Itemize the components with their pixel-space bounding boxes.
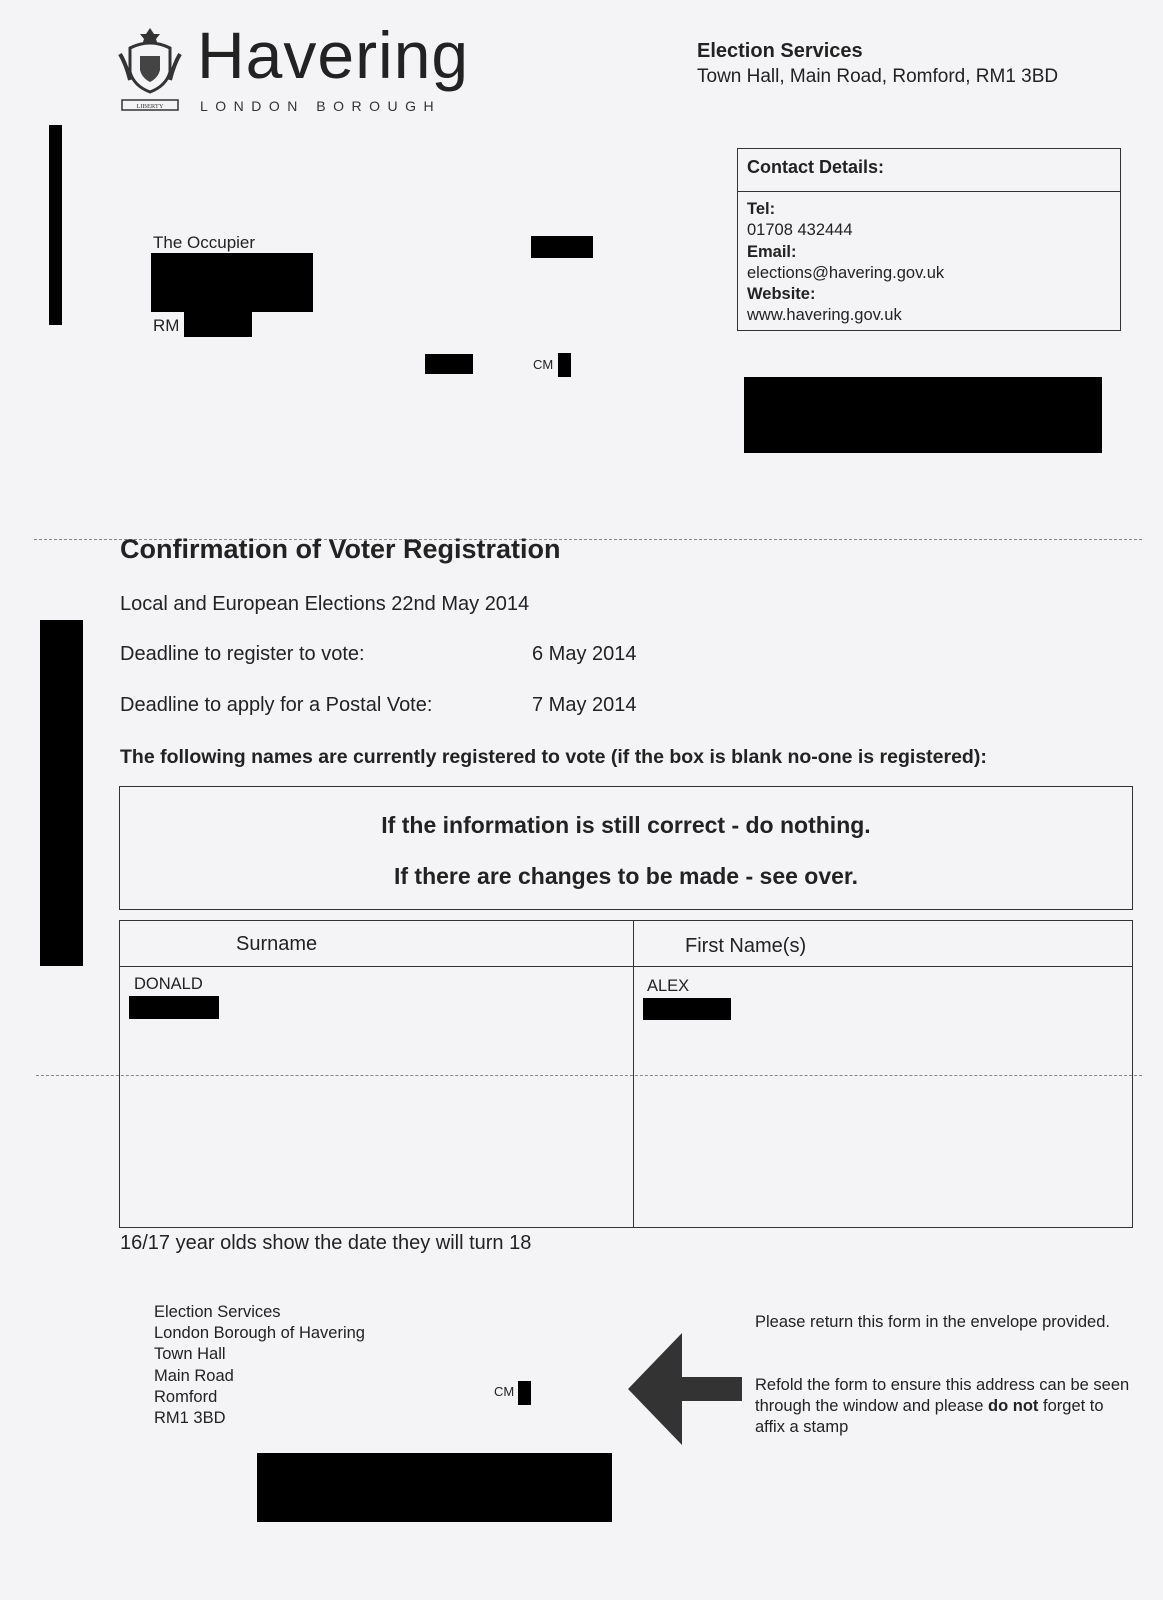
recipient-postcode-prefix: RM xyxy=(153,316,180,335)
column-header-surname: Surname xyxy=(236,933,318,955)
return-address-line: Election Services xyxy=(154,1303,281,1321)
table-cell-first-name: ALEX xyxy=(647,977,690,995)
havering-crest-icon xyxy=(116,24,184,114)
logo-subtitle: LONDON BOROUGH xyxy=(200,98,442,114)
return-address-line: Town Hall xyxy=(154,1345,226,1364)
page-title: Confirmation of Voter Registration xyxy=(120,534,561,564)
return-address-line: RM1 3BD xyxy=(154,1409,226,1428)
redaction-first-name-extra xyxy=(643,998,731,1020)
redaction-barcode-top xyxy=(744,377,1102,453)
registered-names-intro: The following names are currently registered to vote (if the box is blank no-one is registered): xyxy=(120,746,987,768)
deadline-register-label: Deadline to register to vote: xyxy=(120,643,365,665)
refold-instruction-emphasis: do not xyxy=(988,1397,1039,1416)
office-address: Town Hall, Main Road, Romford, RM1 3BD xyxy=(697,66,1059,87)
return-address-line: London Borough of Havering xyxy=(154,1324,365,1343)
website-value: www.havering.gov.uk xyxy=(747,306,902,325)
tel-label: Tel: xyxy=(747,200,776,218)
info-line-correct: If the information is still correct - do nothing. xyxy=(381,812,871,838)
redaction-return-code xyxy=(518,1381,531,1405)
email-value: elections@havering.gov.uk xyxy=(747,263,945,282)
refold-instruction-tail: forget to affix a stamp xyxy=(755,1397,1104,1437)
refold-instruction xyxy=(755,1375,1135,1439)
deadline-register-value: 6 May 2014 xyxy=(532,643,637,665)
redaction-recipient-address xyxy=(151,253,313,312)
contact-heading: Contact Details: xyxy=(738,149,1120,192)
deadline-postal-label: Deadline to apply for a Postal Vote: xyxy=(120,694,433,716)
redaction-bar-left-top xyxy=(49,125,62,325)
redaction-reference-mid xyxy=(425,354,473,374)
email-label: Email: xyxy=(747,242,797,261)
recipient-code-prefix: CM xyxy=(533,357,554,372)
registered-names-table xyxy=(119,920,1133,1228)
info-box xyxy=(119,786,1133,910)
contact-details-box xyxy=(737,148,1121,331)
info-line-changes: If there are changes to be made - see over. xyxy=(393,863,859,889)
return-instruction: Please return this form in the envelope provided. xyxy=(755,1313,1110,1331)
logo-ribbon-text: LIBERTY xyxy=(136,103,164,110)
return-address-line: Romford xyxy=(154,1387,218,1406)
recipient-name: The Occupier xyxy=(153,233,256,252)
arrow-left-icon xyxy=(628,1333,742,1445)
column-header-first-name: First Name(s) xyxy=(685,935,807,957)
age-note: 16/17 year olds show the date they will turn 18 xyxy=(120,1232,532,1254)
election-description: Local and European Elections 22nd May 2014 xyxy=(120,593,530,615)
deadline-postal-value: 7 May 2014 xyxy=(532,694,637,716)
redaction-recipient-postcode xyxy=(184,311,252,337)
contact-body xyxy=(747,199,944,327)
table-column-divider xyxy=(633,921,634,1227)
table-cell-surname: DONALD xyxy=(134,975,203,993)
redaction-barcode-bottom xyxy=(257,1453,612,1522)
refold-instruction-text: Refold the form to ensure this address can be seen through the window and please xyxy=(755,1376,1130,1416)
return-address-line: Main Road xyxy=(154,1366,234,1385)
logo-wordmark: Havering xyxy=(197,18,470,92)
redaction-bar-left-middle xyxy=(40,620,83,966)
return-address xyxy=(154,1302,365,1429)
return-code-prefix: CM xyxy=(494,1384,515,1399)
tel-value: 01708 432444 xyxy=(747,221,853,240)
redaction-reference-top xyxy=(531,236,593,258)
office-title: Election Services xyxy=(697,40,863,62)
redaction-surname-extra xyxy=(129,996,219,1019)
website-label: Website: xyxy=(747,285,816,304)
redaction-recipient-code xyxy=(558,353,571,377)
